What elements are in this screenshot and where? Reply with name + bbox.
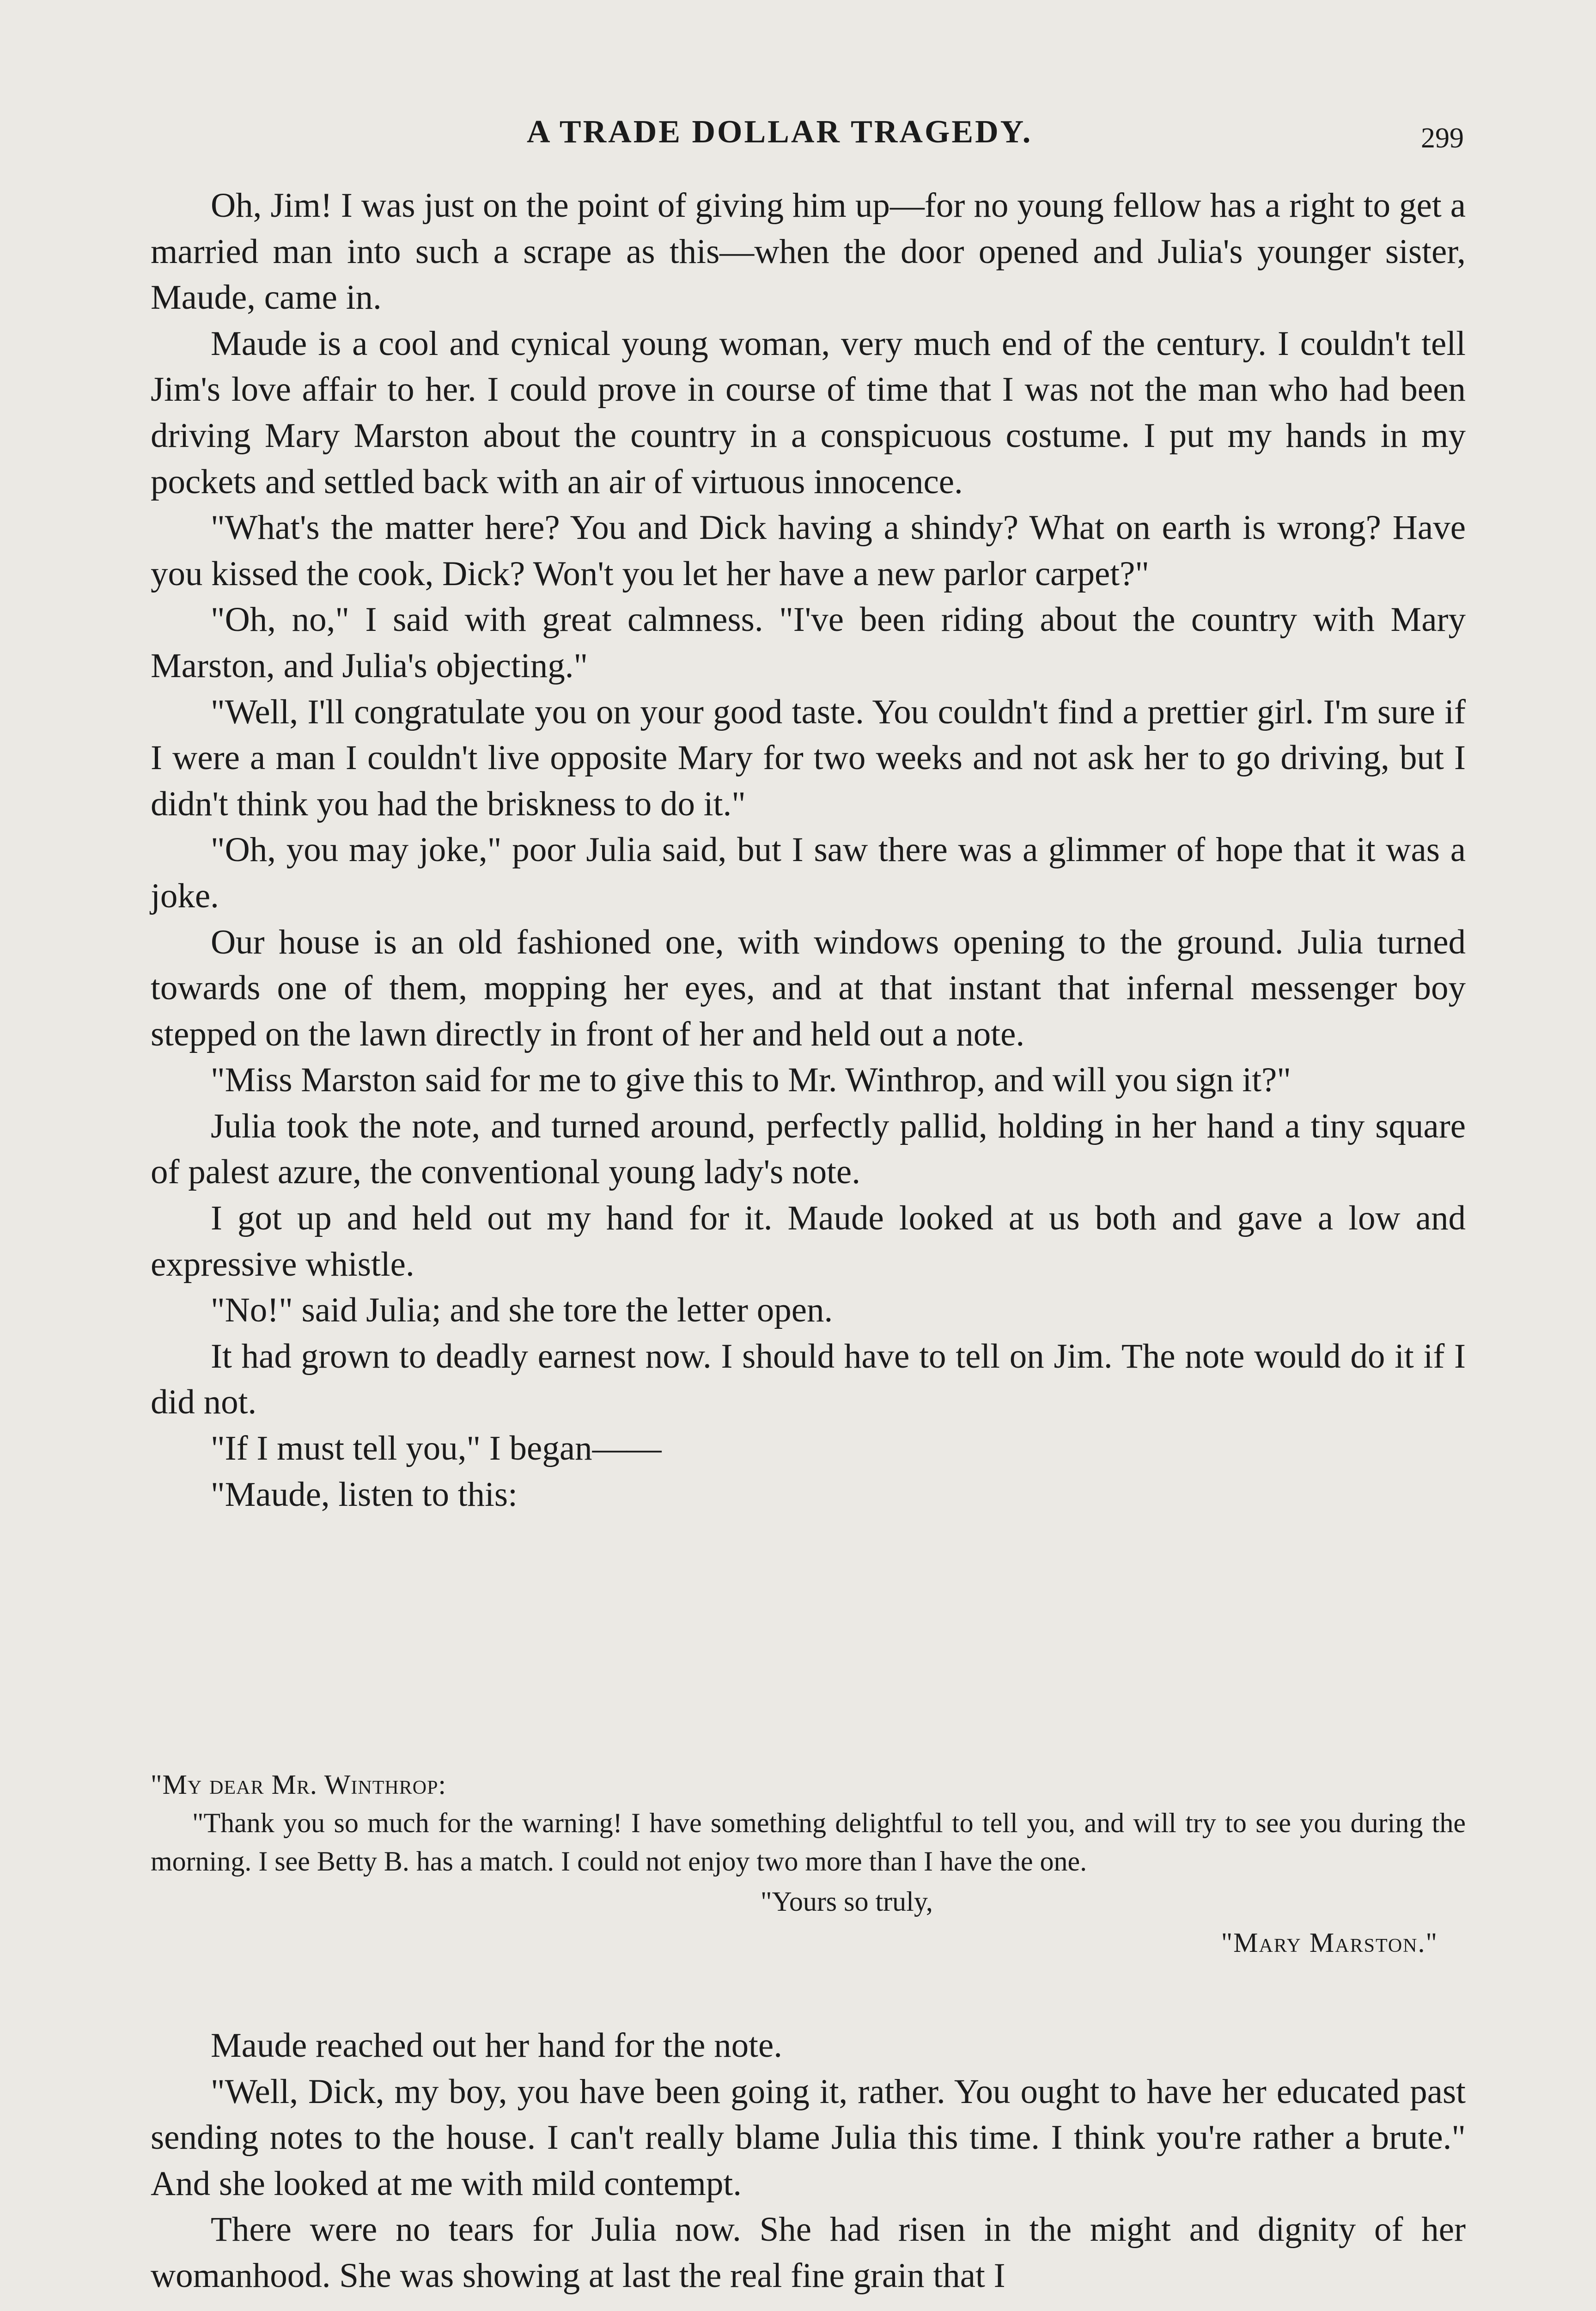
paragraph: "Oh, you may joke," poor Julia said, but I saw there was a glimmer of hope that it was a joke. (151, 831, 1466, 915)
paragraph: "Oh, no," I said with great calmness. "I've been riding about the country with Mary Marston, and Julia's objecting." (151, 600, 1466, 685)
paragraph: It had grown to deadly earnest now. I should have to tell on Jim. The note would do it if I did not. (151, 1337, 1466, 1422)
letter-body: "Thank you so much for the warning! I have something delightful to tell you, and will try to see you during the morning. I see Betty B. has a match. I could not enjoy two more than I have the one. (151, 1808, 1466, 1877)
paragraph: "Well, Dick, my boy, you have been going it, rather. You ought to have her educated past sending notes to the house. I can't really blame Julia this time. I think you're rather a brute." And she looked at me with mild contempt. (151, 2072, 1466, 2203)
paragraph: Oh, Jim! I was just on the point of giving him up—for no young fellow has a right to get a married man into such a scrape as this—when the door opened and Julia's younger sister, Maude, came in. (151, 186, 1466, 317)
paragraph: "Miss Marston said for me to give this to Mr. Winthrop, and will you sign it?" (211, 1061, 1291, 1100)
page-number: 299 (1421, 122, 1464, 154)
letter-salutation: "My dear Mr. Winthrop: (151, 1769, 447, 1800)
paragraph: "Well, I'll congratulate you on your good taste. You couldn't find a prettier girl. I'm sure if I were a man I couldn't live opposite Mary for two weeks and not ask her to go driving, but I didn't think you had the briskness to do it." (151, 692, 1466, 823)
body-text-after-letter (151, 2023, 1466, 2299)
paragraph: Our house is an old fashioned one, with windows opening to the ground. Julia turned towards one of them, mopping her eyes, and at that instant that infernal messenger boy stepped on the lawn directly in front of her and held out a note. (151, 923, 1466, 1053)
paragraph: I got up and held out my hand for it. Maude looked at us both and gave a low and expressive whistle. (151, 1199, 1466, 1284)
paragraph: "If I must tell you," I began—— (211, 1429, 662, 1468)
paragraph: "No!" said Julia; and she tore the letter open. (211, 1291, 833, 1330)
letter-closing: "Yours so truly, (761, 1886, 933, 1917)
paragraph: Maude reached out her hand for the note. (211, 2026, 782, 2065)
paragraph: "What's the matter here? You and Dick having a shindy? What on earth is wrong? Have you kissed the cook, Dick? Won't you let her have a new parlor carpet?" (151, 508, 1466, 593)
paragraph: Maude is a cool and cynical young woman, very much end of the century. I couldn't tell Jim's love affair to her. I could prove in course of time that I was not the man who had been driving Mary Marston about the country in a conspicuous costume. I put my hands in my pockets and settled back with an air of virtuous innocence. (151, 324, 1466, 501)
paragraph: There were no tears for Julia now. She had risen in the might and dignity of her womanhood. She was showing at last the real fine grain that I (151, 2210, 1466, 2295)
body-text-before-letter (151, 183, 1466, 1517)
quoted-letter (151, 1766, 1466, 1962)
letter-signature: "Mary Marston." (1221, 1927, 1438, 1958)
paragraph: Julia took the note, and turned around, perfectly pallid, holding in her hand a tiny square of palest azure, the conventional young lady's note. (151, 1107, 1466, 1192)
paragraph: "Maude, listen to this: (211, 1475, 518, 1514)
running-head (0, 105, 1596, 161)
running-title: A TRADE DOLLAR TRAGEDY. (527, 114, 1033, 150)
